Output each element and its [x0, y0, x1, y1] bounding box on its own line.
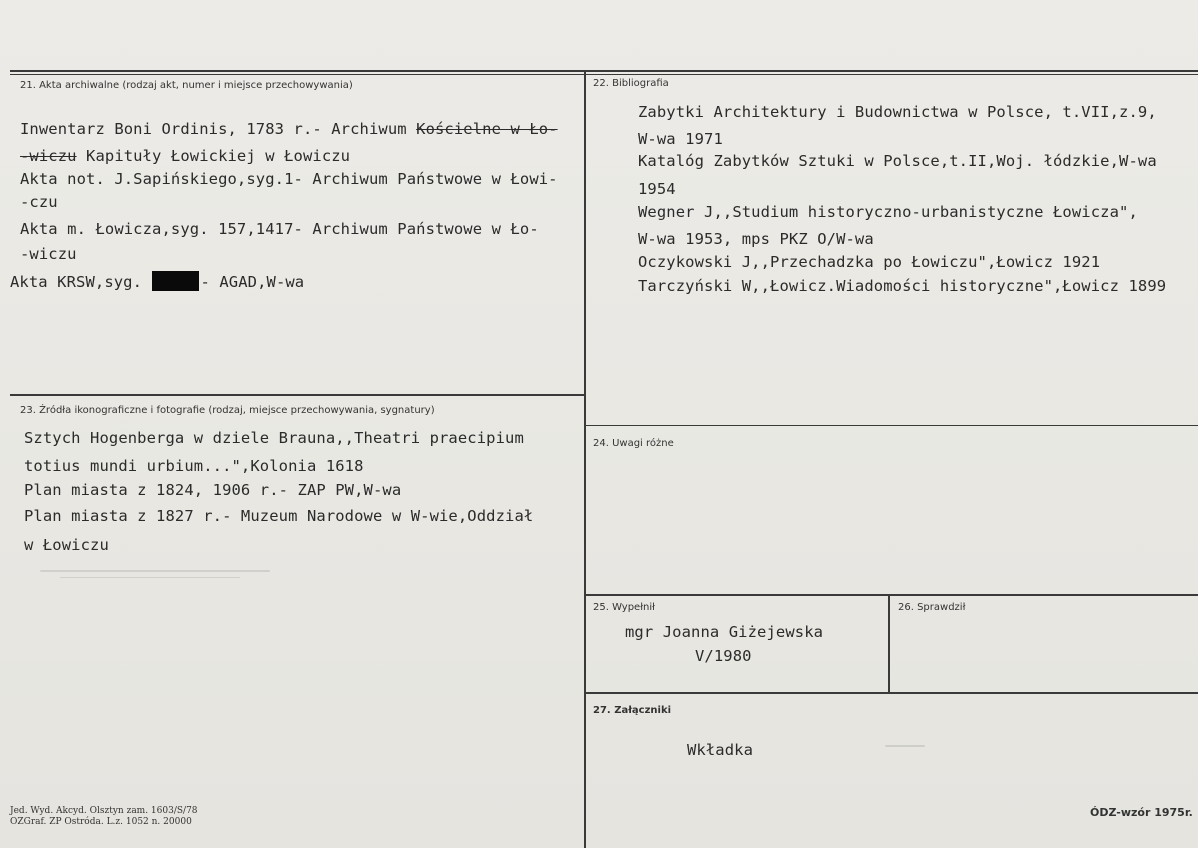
bibliography-line: Oczykowski J,,Przechadzka po Łowiczu",Łowicz 1921 — [638, 253, 1101, 271]
archival-line-6: -wiczu — [20, 245, 77, 263]
ghost-mark — [60, 577, 240, 578]
archival-line-1-text: Inwentarz Boni Ordinis, 1783 r.- Archiwum — [20, 120, 417, 138]
printer-imprint-line-1: Jed. Wyd. Akcyd. Olsztyn zam. 1603/S/78 — [10, 806, 198, 816]
iconography-line: Plan miasta z 1827 r.- Muzeum Narodowe w W-wie,Oddział — [24, 507, 534, 525]
archival-line-2 — [20, 147, 350, 165]
bibliography-line: Tarczyński W,,Łowicz.Wiadomości historyczne",Łowicz 1899 — [638, 277, 1167, 295]
archival-line-7-text: Akta KRSW,syg. — [10, 273, 152, 291]
archival-line-2-struck: -wiczu — [20, 147, 77, 165]
bibliography-line: 1954 — [638, 180, 676, 198]
center-divider — [584, 70, 586, 848]
ghost-mark — [40, 570, 270, 572]
bibliography-line: W-wa 1971 — [638, 130, 723, 148]
divider-25-27 — [585, 692, 1198, 694]
section-22-label: 22. Bibliografia — [593, 78, 669, 89]
form-code: ÓDZ-wzór 1975r. — [1090, 806, 1193, 819]
printer-imprint-line-2: OZGraf. ZP Ostróda. L.z. 1052 n. 20000 — [10, 817, 192, 827]
bibliography-line: Zabytki Architektury i Budownictwa w Polsce, t.VII,z.9, — [638, 103, 1157, 121]
archival-line-4: -czu — [20, 193, 58, 211]
section-24-label: 24. Uwagi różne — [593, 438, 674, 449]
ghost-mark — [885, 745, 925, 747]
divider-25-26 — [888, 594, 890, 693]
archival-line-3: Akta not. J.Sapińskiego,syg.1- Archiwum Państwowe w Łowi- — [20, 170, 558, 188]
divider-22-24 — [585, 425, 1198, 426]
archival-line-7 — [10, 271, 304, 291]
divider-21-23 — [10, 394, 585, 396]
iconography-line: Sztych Hogenberga w dziele Brauna,,Theatri praecipium — [24, 429, 524, 447]
top-border-2 — [10, 74, 1198, 75]
section-25-label: 25. Wypełnił — [593, 602, 656, 613]
section-27-label: 27. Załączniki — [593, 705, 672, 716]
archival-line-5: Akta m. Łowicza,syg. 157,1417- Archiwum Państwowe w Ło- — [20, 220, 539, 238]
bibliography-line: Katalóg Zabytków Sztuki w Polsce,t.II,Woj. łódzkie,W-wa — [638, 152, 1157, 170]
section-26-label: 26. Sprawdził — [898, 602, 966, 613]
divider-24-25 — [585, 594, 1198, 596]
iconography-line: w Łowiczu — [24, 536, 109, 554]
redaction-block — [152, 271, 199, 291]
filled-by-name: mgr Joanna Giżejewska — [625, 623, 824, 641]
archival-line-1-struck: Kościelne w Ło- — [416, 120, 558, 138]
attachments-value: Wkładka — [687, 741, 754, 759]
bibliography-line: W-wa 1953, mps PKZ O/W-wa — [638, 230, 874, 248]
filled-by-date: V/1980 — [695, 647, 752, 665]
archival-line-2-text: Kapituły Łowickiej w Łowiczu — [76, 147, 351, 165]
archival-line-1 — [20, 120, 558, 138]
top-border — [10, 70, 1198, 72]
iconography-line: Plan miasta z 1824, 1906 r.- ZAP PW,W-wa — [24, 481, 402, 499]
bibliography-line: Wegner J,,Studium historyczno-urbanistyczne Łowicza", — [638, 203, 1138, 221]
archival-line-7-tail: - AGAD,W-wa — [200, 273, 305, 291]
printer-imprint — [10, 806, 198, 828]
section-23-label: 23. Źródła ikonograficzne i fotografie (rodzaj, miejsce przechowywania, sygnatury) — [20, 405, 435, 416]
iconography-line: totius mundi urbium...",Kolonia 1618 — [24, 457, 364, 475]
section-21-label: 21. Akta archiwalne (rodzaj akt, numer i miejsce przechowywania) — [20, 80, 353, 91]
